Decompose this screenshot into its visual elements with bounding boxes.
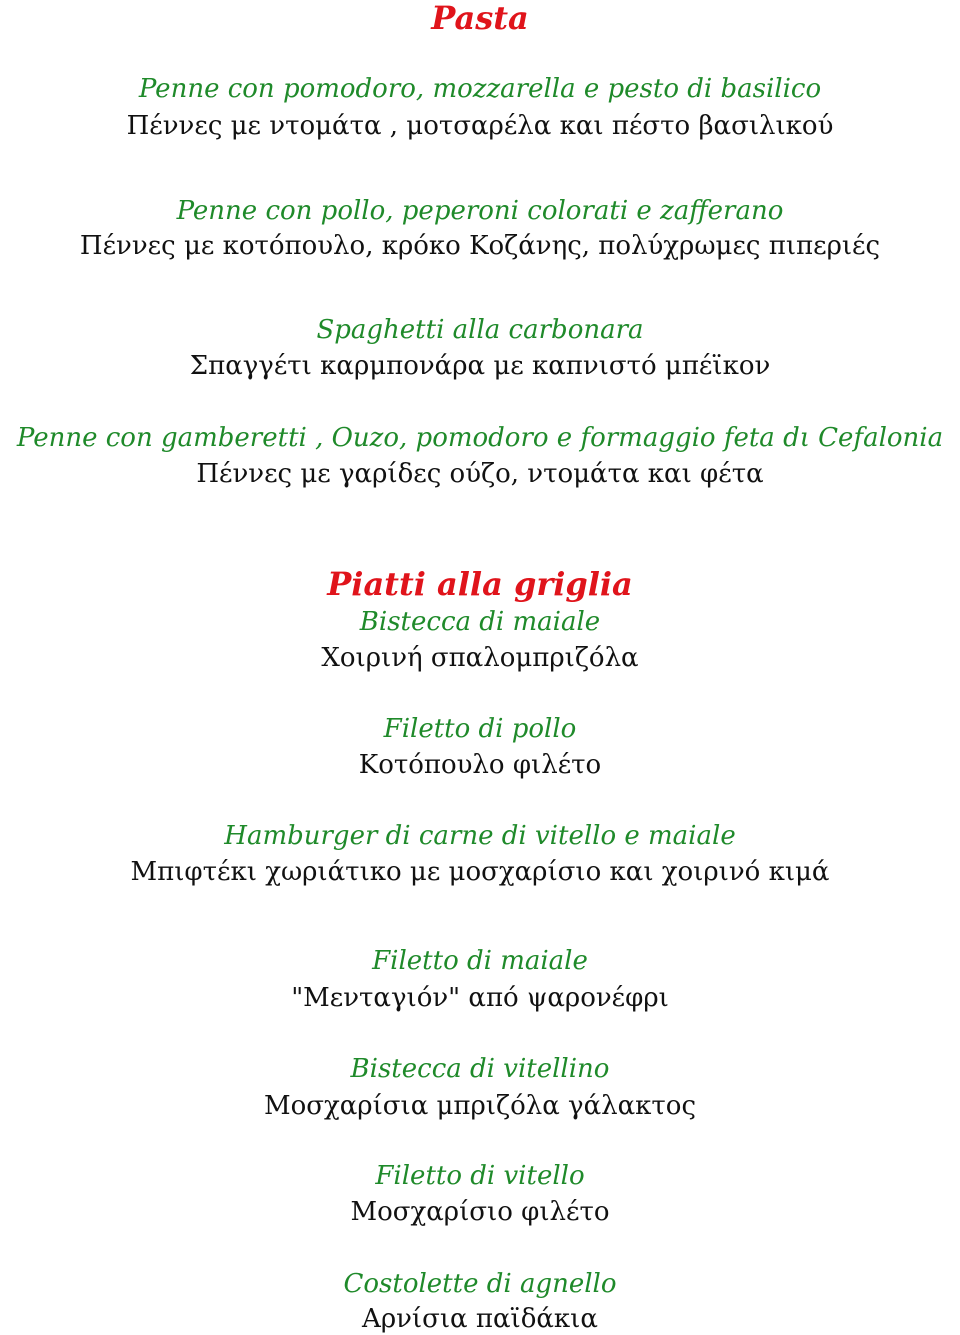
dish-italian-name: Penne con pomodoro, mozzarella e pesto di basilico bbox=[138, 74, 822, 104]
dish-greek-name: Μοσχαρίσια μπριζόλα γάλακτος bbox=[263, 1091, 697, 1121]
dish-greek-name: Αρνίσια παϊδάκια bbox=[362, 1304, 598, 1334]
dish-greek-name: Χοιρινή σπαλομπριζόλα bbox=[321, 643, 639, 673]
dish-greek-name: Μπιφτέκι χωριάτικο με μοσχαρίσιο και χοιρινό κιμά bbox=[130, 857, 830, 887]
dish-greek-name: Πέννες με γαρίδες ούζο, ντομάτα και φέτα bbox=[196, 459, 764, 489]
dish-greek-name: "Μενταγιόν" από ψαρονέφρι bbox=[291, 983, 669, 1013]
dish-greek-name: Σπαγγέτι καρμπονάρα με καπνιστό μπέϊκον bbox=[189, 351, 771, 381]
section-heading-grill: Piatti alla griglia bbox=[327, 565, 633, 603]
dish-greek-name: Πέννες με ντομάτα , μοτσαρέλα και πέστο βασιλικού bbox=[126, 111, 834, 141]
dish-italian-name: Bistecca di maiale bbox=[359, 607, 601, 637]
dish-greek-name: Πέννες με κοτόπουλο, κρόκο Κοζάνης, πολύχρωμες πιπεριές bbox=[79, 231, 881, 261]
dish-italian-name: Filetto di maiale bbox=[372, 946, 588, 976]
dish-italian-name: Hamburger di carne di vitello e maiale bbox=[224, 821, 736, 851]
dish-italian-name: Filetto di vitello bbox=[375, 1161, 585, 1191]
dish-greek-name: Κοτόπουλο φιλέτο bbox=[358, 750, 602, 780]
dish-greek-name: Μοσχαρίσιο φιλέτο bbox=[350, 1197, 610, 1227]
section-heading-pasta: Pasta bbox=[431, 0, 529, 37]
dish-italian-name: Costolette di agnello bbox=[343, 1269, 617, 1299]
dish-italian-name: Penne con gamberetti , Ouzo, pomodoro e formaggio feta dι Cefalonia bbox=[16, 423, 944, 453]
dish-italian-name: Bistecca di vitellino bbox=[350, 1054, 610, 1084]
dish-italian-name: Filetto di pollo bbox=[383, 714, 577, 744]
dish-italian-name: Spaghetti alla carbonara bbox=[316, 315, 644, 345]
dish-italian-name: Penne con pollo, peperoni colorati e zafferano bbox=[176, 196, 784, 226]
